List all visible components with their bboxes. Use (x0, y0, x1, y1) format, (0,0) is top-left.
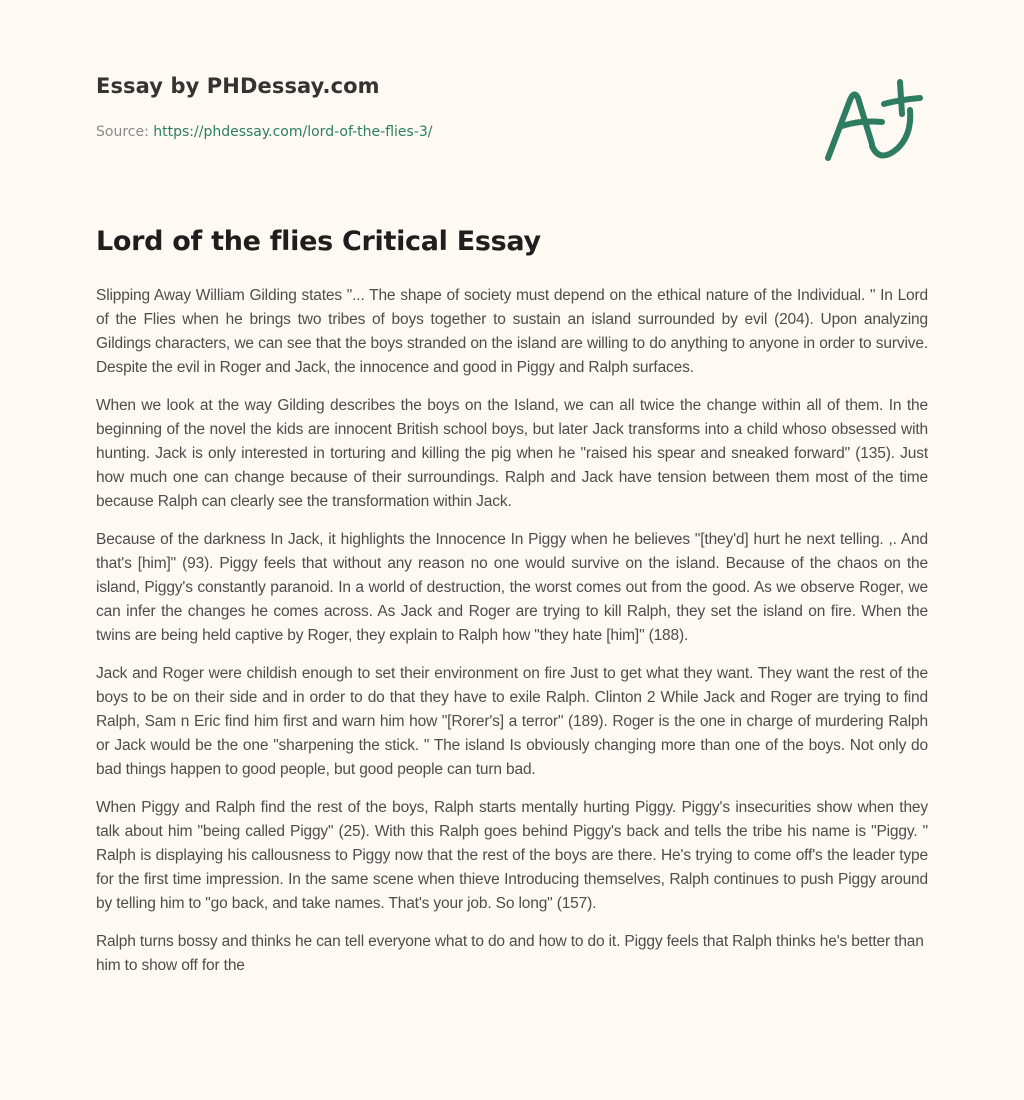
source-link[interactable]: https://phdessay.com/lord-of-the-flies-3/ (153, 124, 433, 140)
site-header (96, 74, 380, 98)
essay-paragraph: Ralph turns bossy and thinks he can tell everyone what to do and how to do it. Piggy feels that Ralph thinks he's better than him to show off for the (96, 933, 924, 974)
essay-paragraph: Because of the darkness In Jack, it highlights the Innocence In Piggy when he believes "[they'd] hurt he next telling. ,. And that's [him]" (93). Piggy feels that without any reason no one would survive on the island. Because of the chaos on the island, Piggy's constantly paranoid. In a world of destruction, the worst comes out from the good. As we observe Roger, we can infer the changes he comes across. As Jack and Roger are trying to kill Ralph, they set the island on fire. When the twins are being held captive by Roger, they explain to Ralph how "they hate [him]" (188). (96, 531, 928, 644)
essay-paragraph: When we look at the way Gilding describes the boys on the Island, we can all twice the change within all of them. In the beginning of the novel the kids are innocent British school boys, but later Jack transforms into a child whoso obsessed with hunting. Jack is only interested in torturing and killing the pig when he "raised his spear and sneaked forward" (135). Just how much one can change because of their surroundings. Ralph and Jack have tension between them most of the time because Ralph can clearly see the transformation within Jack. (96, 397, 928, 510)
brand-title: Essay by PHDessay.com (96, 74, 380, 98)
source-line (96, 124, 433, 140)
essay-body (96, 284, 928, 992)
essay-title: Lord of the flies Critical Essay (96, 226, 541, 257)
essay-paragraph: Jack and Roger were childish enough to set their environment on fire Just to get what they want. They want the rest of the boys to be on their side and in order to do that they have to exile Ralph. Clinton 2 While Jack and Roger are trying to find Ralph, Sam n Eric find him first and warn him how "[Rorer's] a terror" (189). Roger is the one in charge of murdering Ralph or Jack would be the one "sharpening the stick. " The island Is obviously changing more than one of the boys. Not only do bad things happen to good people, but good people can turn bad. (96, 665, 928, 778)
essay-paragraph: Slipping Away William Gilding states "... The shape of society must depend on the ethical nature of the Individual. " In Lord of the Flies when he brings two tribes of boys together to sustain an island surrounded by evil (204). Upon analyzing Gildings characters, we can see that the boys stranded on the island are willing to do anything to anyone in order to survive. Despite the evil in Roger and Jack, the innocence and good in Piggy and Ralph surfaces. (96, 287, 928, 376)
a-plus-grade-icon (820, 64, 932, 168)
source-label: Source: (96, 124, 149, 140)
essay-paragraph: When Piggy and Ralph find the rest of the boys, Ralph starts mentally hurting Piggy. Piggy's insecurities show when they talk about him "being called Piggy" (25). With this Ralph goes behind Piggy's back and tells the tribe his name is "Piggy. " Ralph is displaying his callousness to Piggy now that the rest of the boys are there. He's trying to come off's the leader type for the first time impression. In the same scene when thieve Introducing themselves, Ralph continues to push Piggy around by telling him to "go back, and take names. That's your job. So long" (157). (96, 799, 928, 912)
